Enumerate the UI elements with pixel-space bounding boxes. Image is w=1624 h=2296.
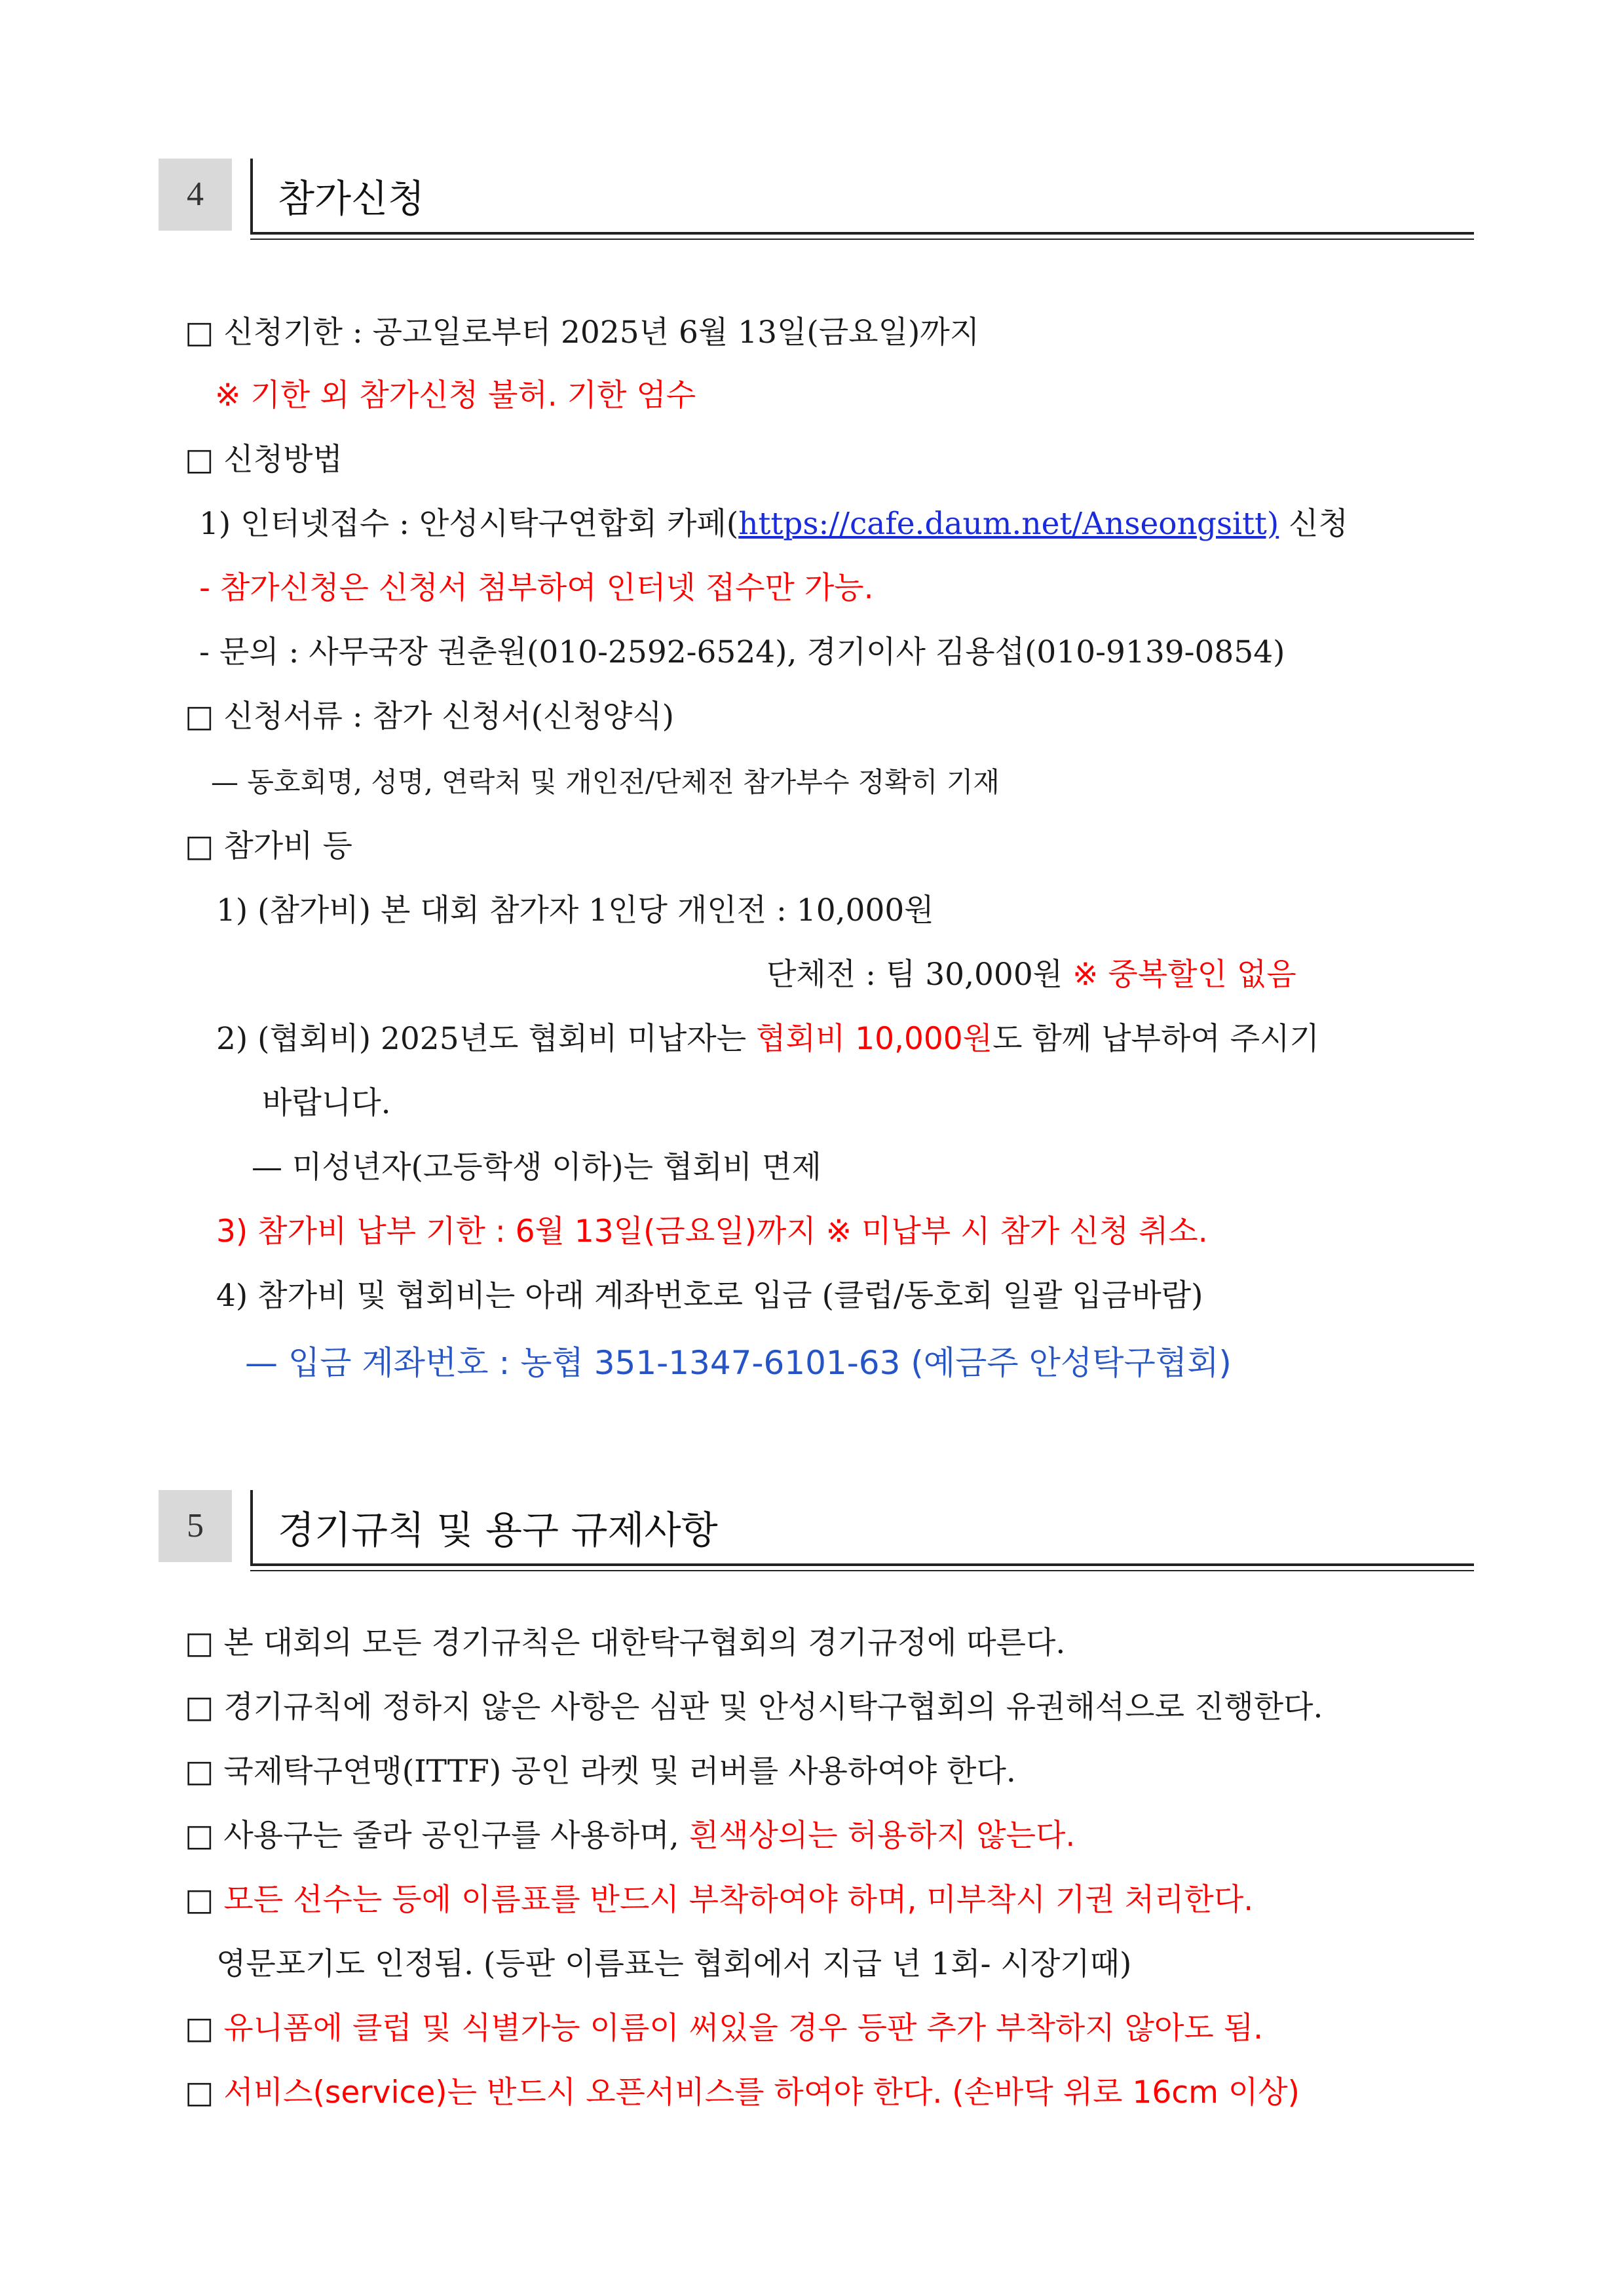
contact-line: - 문의 : 사무국장 권춘원(010-2592-6524), 경기이사 김용섭(010-9139-0854): [199, 634, 1285, 670]
fee-heading: □ 참가비 등: [185, 828, 352, 864]
section-underline-thin: [250, 239, 1474, 240]
minor-exemption: — 미성년자(고등학생 이하)는 협회비 면제: [252, 1149, 821, 1185]
section-number: 5: [159, 1490, 232, 1562]
section-number: 4: [159, 159, 232, 231]
rule-4-text: □ 사용구는 줄라 공인구를 사용하며,: [185, 1818, 689, 1854]
rule-2: □ 경기규칙에 정하지 않은 사항은 심판 및 안성시탁구협회의 유권해석으로 진행한다.: [185, 1689, 1323, 1725]
rule-6-warning: 유니폼에 클럽 및 식별가능 이름이 써있을 경우 등판 추가 부착하지 않아도 됨.: [223, 2010, 1264, 2046]
section-5-header: [159, 1490, 1474, 1562]
rule-6: [185, 2009, 1263, 2048]
rule-7-box: □: [185, 2075, 224, 2111]
association-fee-continued: 바랍니다.: [262, 1085, 391, 1121]
documents-detail: — 동호회명, 성명, 연락처 및 개인전/단체전 참가부수 정확히 기재: [211, 766, 1000, 798]
deadline-line: □ 신청기한 : 공고일로부터 2025년 6월 13일(금요일)까지: [185, 315, 980, 351]
rule-5: [185, 1881, 1253, 1920]
no-duplicate-discount: ※ 중복할인 없음: [1072, 957, 1296, 993]
section-divider: [250, 159, 253, 232]
cafe-link[interactable]: https://cafe.daum.net/Anseongsitt): [738, 506, 1279, 542]
rule-5-box: □: [185, 1882, 224, 1918]
rule-7-warning: 서비스(service)는 반드시 오픈서비스를 하여야 한다. (손바닥 위로 16cm 이상): [223, 2075, 1300, 2111]
section-underline-thin: [250, 1570, 1474, 1571]
method-heading: □ 신청방법: [185, 442, 343, 478]
internet-application-suffix: 신청: [1279, 506, 1348, 542]
deadline-warning: ※ 기한 외 참가신청 불허. 기한 엄수: [215, 377, 696, 413]
section-4-header: [159, 159, 1474, 231]
fee-individual: 1) (참가비) 본 대회 참가자 1인당 개인전 : 10,000원: [216, 892, 934, 928]
rule-6-box: □: [185, 2010, 224, 2046]
fee-team-text: 단체전 : 팀 30,000원: [766, 957, 1073, 993]
internet-application-text: 1) 인터넷접수 : 안성시탁구연합회 카페(: [199, 506, 739, 542]
section-title: 경기규칙 및 용구 규제사항: [278, 1508, 718, 1552]
association-fee-line: [216, 1020, 1319, 1059]
rule-4-warning: 흰색상의는 허용하지 않는다.: [689, 1818, 1076, 1854]
payment-deadline: 3) 참가비 납부 기한 : 6월 13일(금요일)까지 ※ 미납부 시 참가 신청 취소.: [216, 1214, 1208, 1250]
internet-application-line: [199, 505, 1348, 544]
section-title: 참가신청: [278, 176, 425, 221]
section-divider: [250, 1490, 253, 1563]
rule-3: □ 국제탁구연맹(ITTF) 공인 라켓 및 러버를 사용하여야 한다.: [185, 1753, 1016, 1789]
rule-5-note: 영문포기도 인정됨. (등판 이름표는 협회에서 지급 년 1회- 시장기때): [216, 1946, 1132, 1982]
bank-account: — 입금 계좌번호 : 농협 351-1347-6101-63 (예금주 안성탁구협회): [245, 1344, 1232, 1382]
rule-7: [185, 2073, 1300, 2113]
rule-5-warning: 모든 선수는 등에 이름표를 반드시 부착하여야 하며, 미부착시 기권 처리한다.: [223, 1882, 1254, 1918]
association-fee-amount: 협회비 10,000원: [756, 1021, 993, 1057]
rule-1: □ 본 대회의 모든 경기규칙은 대한탁구협회의 경기규정에 따른다.: [185, 1625, 1066, 1661]
association-fee-suffix: 도 함께 납부하여 주시기: [992, 1021, 1319, 1057]
internet-only-notice: - 참가신청은 신청서 첨부하여 인터넷 접수만 가능.: [199, 570, 874, 606]
payment-method: 4) 참가비 및 협회비는 아래 계좌번호로 입금 (클럽/동호회 일괄 입금바람): [216, 1278, 1203, 1314]
rule-4: [185, 1816, 1075, 1856]
section-underline: [250, 1563, 1474, 1566]
section-underline: [250, 232, 1474, 235]
association-fee-text: 2) (협회비) 2025년도 협회비 미납자는: [216, 1021, 757, 1057]
documents-heading: □ 신청서류 : 참가 신청서(신청양식): [185, 698, 674, 735]
fee-team: [766, 955, 1296, 995]
